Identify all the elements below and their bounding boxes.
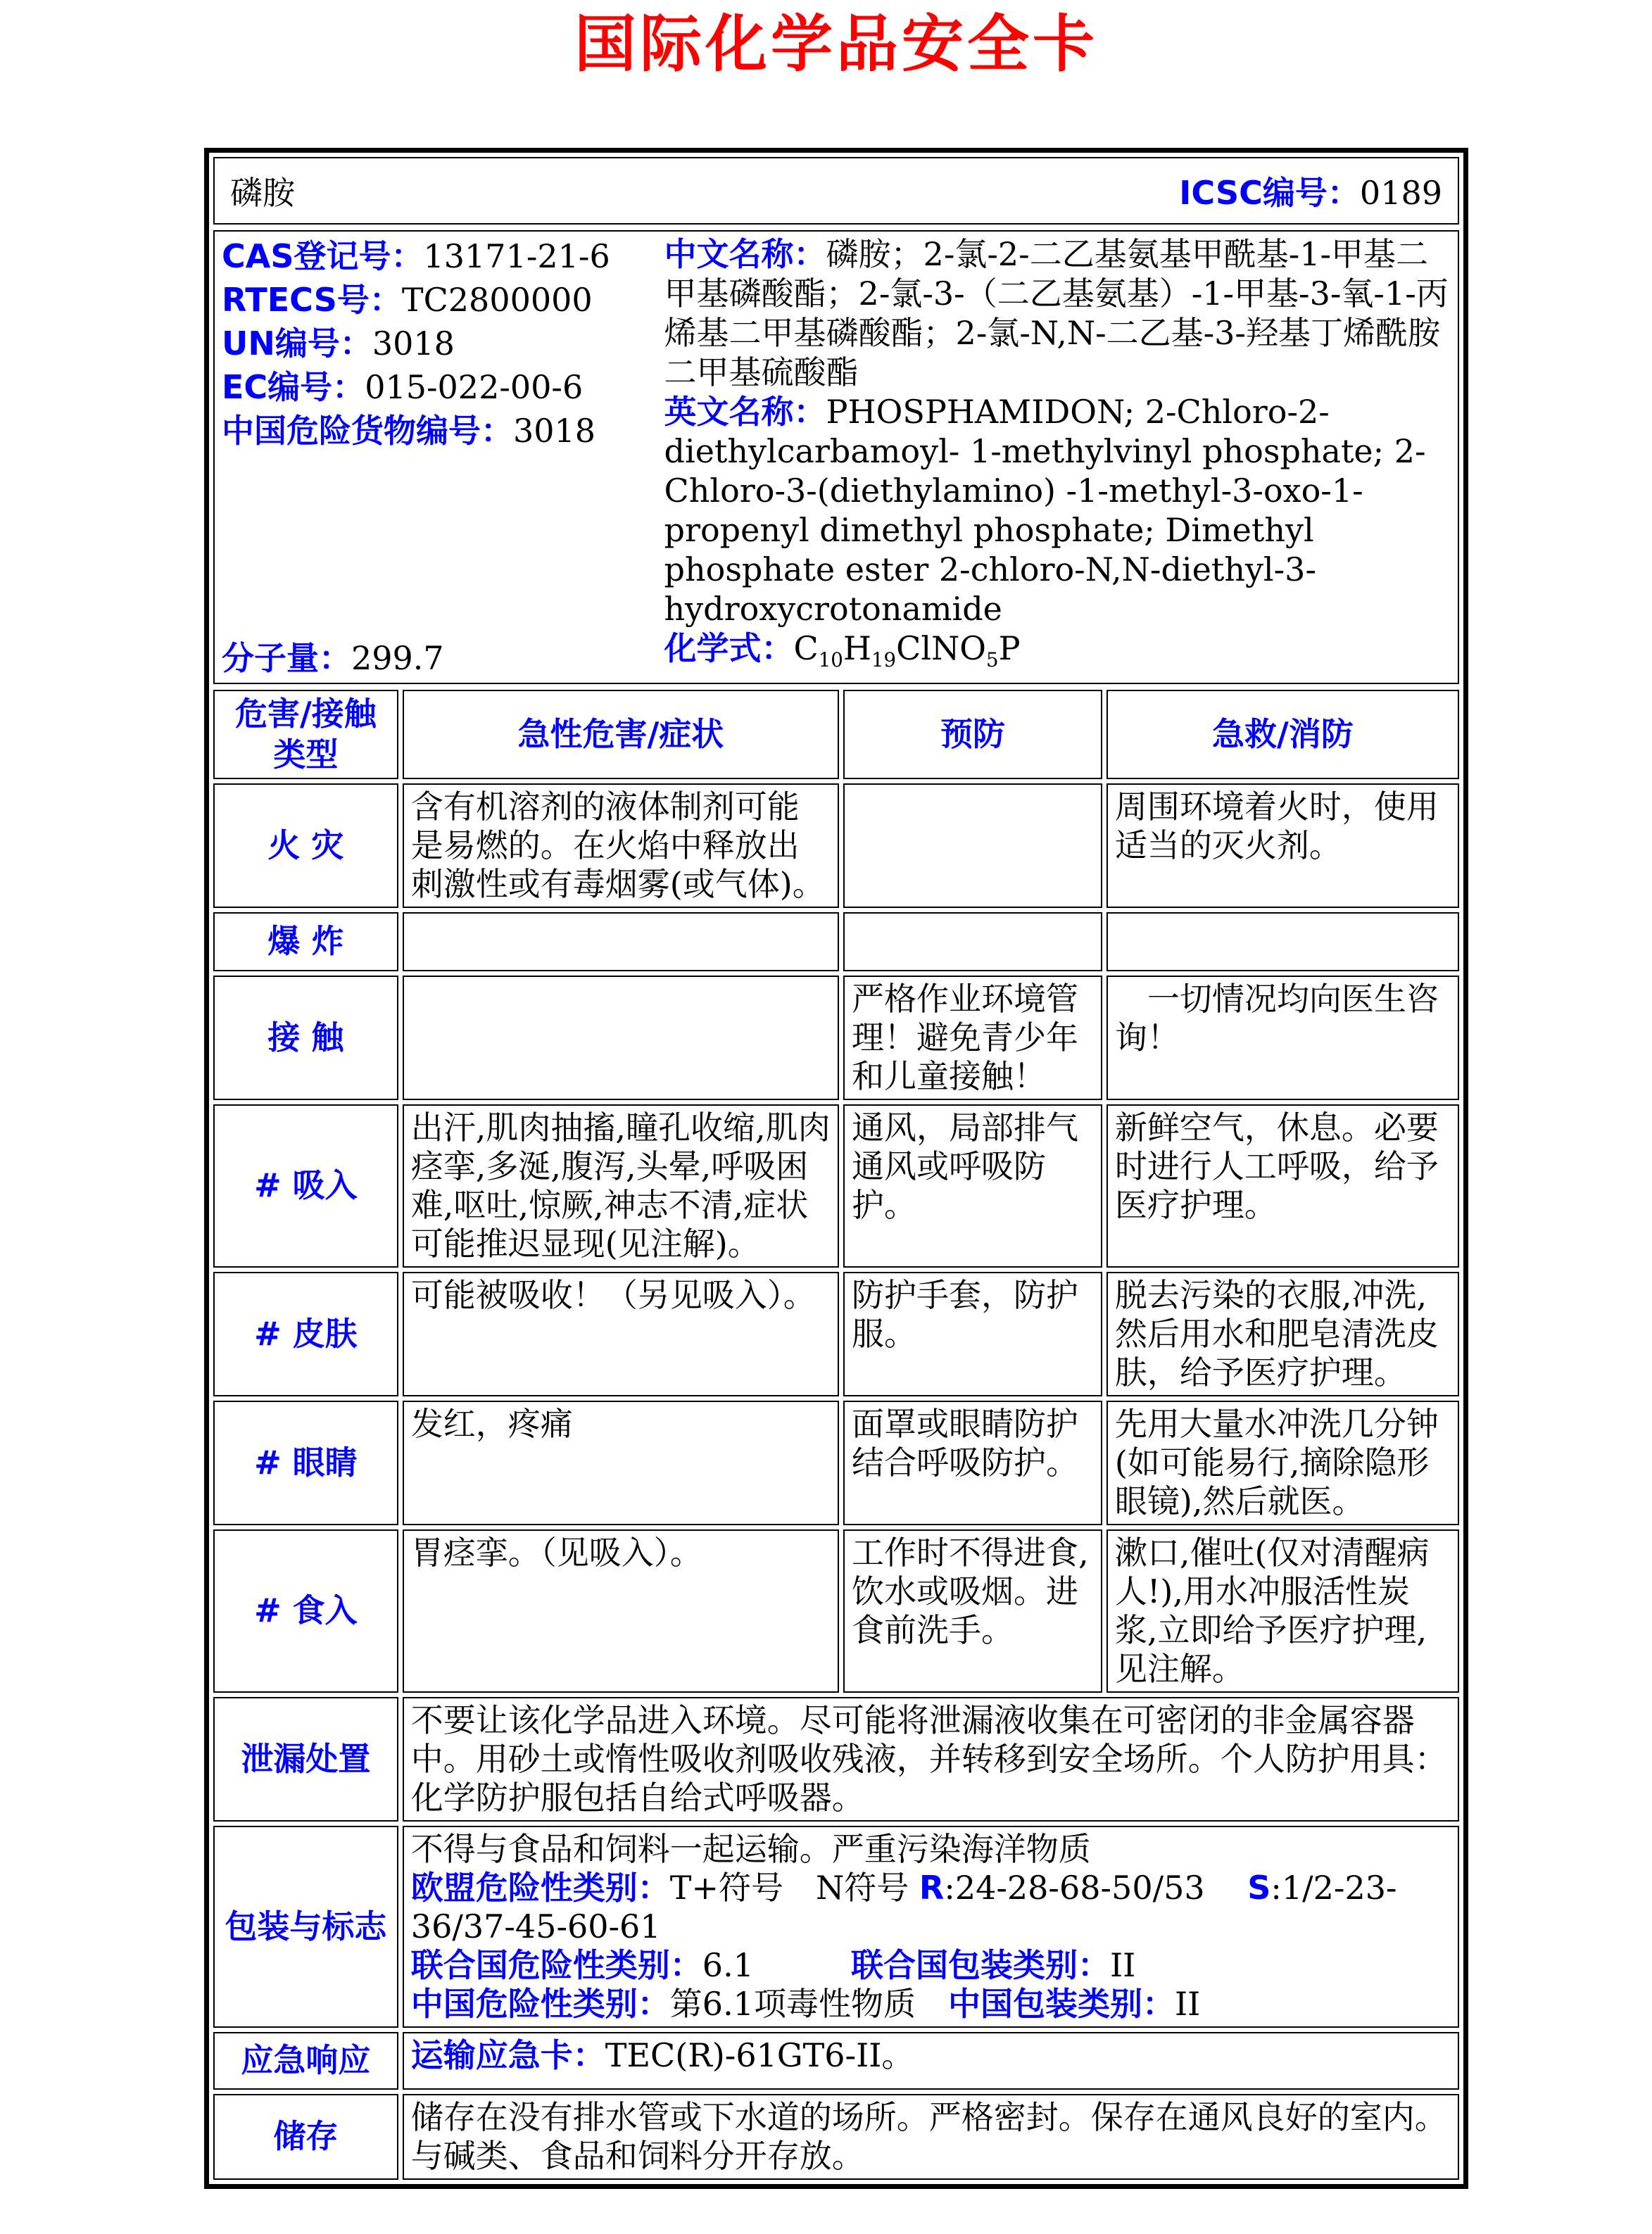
first-aid-cell: 周围环境着火时，使用适当的灭火剂。 <box>1106 783 1459 908</box>
registry-numbers-block <box>222 234 664 680</box>
prevention-cell <box>843 912 1102 971</box>
prevention-cell: 严格作业环境管理！避免青少年和儿童接触！ <box>843 976 1102 1100</box>
section-label: 储存 <box>213 2094 398 2180</box>
prevention-cell: 通风，局部排气通风或呼吸防护。 <box>843 1104 1102 1268</box>
card-header-row <box>213 157 1459 225</box>
header-hazard-type: 危害/接触类型 <box>213 690 398 779</box>
first-aid-cell: 漱口,催吐(仅对清醒病人!),用水冲服活性炭浆,立即给予医疗护理,见注解。 <box>1106 1529 1459 1693</box>
identification-row <box>213 230 1459 684</box>
first-aid-cell: 一切情况均向医生咨询！ <box>1106 976 1459 1100</box>
symptoms-cell: 可能被吸收！（另见吸入）。 <box>403 1272 839 1396</box>
section-row-storage <box>213 2094 1459 2180</box>
page-title: 国际化学品安全卡 <box>574 7 1098 80</box>
hazard-row-eyes <box>213 1401 1459 1525</box>
hazard-type-cell: 火 灾 <box>213 783 398 908</box>
first-aid-cell <box>1106 912 1459 971</box>
hazard-row-ingestion <box>213 1529 1459 1693</box>
hazard-row-fire <box>213 783 1459 908</box>
registry-numbers: CAS登记号：13171-21-6 RTECS号：TC2800000 UN编号：3018 EC编号：015-022-00-6 中国危险货物编号：3018 <box>222 237 610 450</box>
symptoms-cell: 发红，疼痛 <box>403 1401 839 1525</box>
substance-name: 磷胺 <box>230 174 295 212</box>
hazard-type-cell: # 眼睛 <box>213 1401 398 1525</box>
section-row-spillage <box>213 1697 1459 1822</box>
hazard-row-skin <box>213 1272 1459 1396</box>
section-row-packaging-labelling <box>213 1826 1459 2028</box>
prevention-cell <box>843 783 1102 908</box>
hazard-type-cell: 接 触 <box>213 976 398 1100</box>
prevention-cell: 面罩或眼睛防护结合呼吸防护。 <box>843 1401 1102 1525</box>
hazard-table <box>209 686 1463 2184</box>
header-first-aid: 急救/消防 <box>1106 690 1459 779</box>
first-aid-cell: 脱去污染的衣服,冲洗,然后用水和肥皂清洗皮肤，给予医疗护理。 <box>1106 1272 1459 1396</box>
section-label: 泄漏处置 <box>213 1697 398 1822</box>
header-prevention: 预防 <box>843 690 1102 779</box>
section-label: 包装与标志 <box>213 1826 398 2028</box>
prevention-cell: 工作时不得进食,饮水或吸烟。进食前洗手。 <box>843 1529 1102 1693</box>
symptoms-cell: 胃痉挛。（见吸入）。 <box>403 1529 839 1693</box>
hazard-type-cell: # 皮肤 <box>213 1272 398 1396</box>
hazard-header-row <box>213 690 1459 779</box>
symptoms-cell <box>403 976 839 1100</box>
section-content: 不要让该化学品进入环境。尽可能将泄漏液收集在可密闭的非金属容器中。用砂土或惰性吸收剂吸收残液，并转移到安全场所。个人防护用具：化学防护服包括自给式呼吸器。 <box>403 1697 1459 1822</box>
icsc-card <box>204 148 1468 2189</box>
section-content: 储存在没有排水管或下水道的场所。严格密封。保存在通风良好的室内。与碱类、食品和饲料分开存放。 <box>403 2094 1459 2180</box>
first-aid-cell: 新鲜空气，休息。必要时进行人工呼吸，给予医疗护理。 <box>1106 1104 1459 1268</box>
card-header-table <box>209 153 1463 229</box>
section-content: 不得与食品和饲料一起运输。严重污染海洋物质 欧盟危险性类别：T+符号 N符号 R:24-28-68-50/53 S:1/2-23-36/37-45-60-61 联合国危险性类别：6.1 联合国包装类别：II 中国危险性类别：第6.1项毒性物质 中国包装类别：II <box>403 1826 1459 2028</box>
first-aid-cell: 先用大量水冲洗几分钟(如可能易行,摘除隐形眼镜),然后就医。 <box>1106 1401 1459 1525</box>
hazard-row-inhalation <box>213 1104 1459 1268</box>
header-acute-hazards: 急性危害/症状 <box>403 690 839 779</box>
hazard-row-explosion <box>213 912 1459 971</box>
icsc-number: ICSC编号：0189 <box>1179 174 1442 212</box>
molecular-weight: 分子量：299.7 <box>222 639 444 678</box>
section-content: 运输应急卡：TEC(R)-61GT6-II。 <box>403 2032 1459 2090</box>
card-header-cell <box>213 157 1459 225</box>
section-row-emergency-response <box>213 2032 1459 2090</box>
names-block: 中文名称：磷胺；2-氯-2-二乙基氨基甲酰基-1-甲基二甲基磷酸酯；2-氯-3-（二乙基氨基）-1-甲基-3-氧-1-丙烯基二甲基磷酸酯；2-氯-N,N-二乙基-3-羟基丁烯酰胺二甲基硫酸酯 英文名称：PHOSPHAMIDON; 2-Chloro-2-diethylcarbamoyl- 1-methylvinyl phosphate; 2-Chloro-3-(diethylamino) -1-methyl-3-oxo-1-propenyl dimethyl phosphate; Dimethyl phosphate ester 2-chloro-N,N-diethyl-3-hydroxycrotonamide 化学式：$C_{10}H_{19}ClNO_5P$ <box>664 235 1449 672</box>
prevention-cell: 防护手套，防护服。 <box>843 1272 1102 1396</box>
hazard-type-cell: # 吸入 <box>213 1104 398 1268</box>
symptoms-cell <box>403 912 839 971</box>
hazard-type-cell: # 食入 <box>213 1529 398 1693</box>
symptoms-cell: 出汗,肌肉抽搐,瞳孔收缩,肌肉痉挛,多涎,腹泻,头晕,呼吸困难,呕吐,惊厥,神志不清,症状可能推迟显现(见注解)。 <box>403 1104 839 1268</box>
symptoms-cell: 含有机溶剂的液体制剂可能是易燃的。在火焰中释放出刺激性或有毒烟雾(或气体)。 <box>403 783 839 908</box>
hazard-row-contact <box>213 976 1459 1100</box>
identification-cell <box>213 230 1459 684</box>
section-label: 应急响应 <box>213 2032 398 2090</box>
identification-table <box>209 226 1463 688</box>
hazard-type-cell: 爆 炸 <box>213 912 398 971</box>
